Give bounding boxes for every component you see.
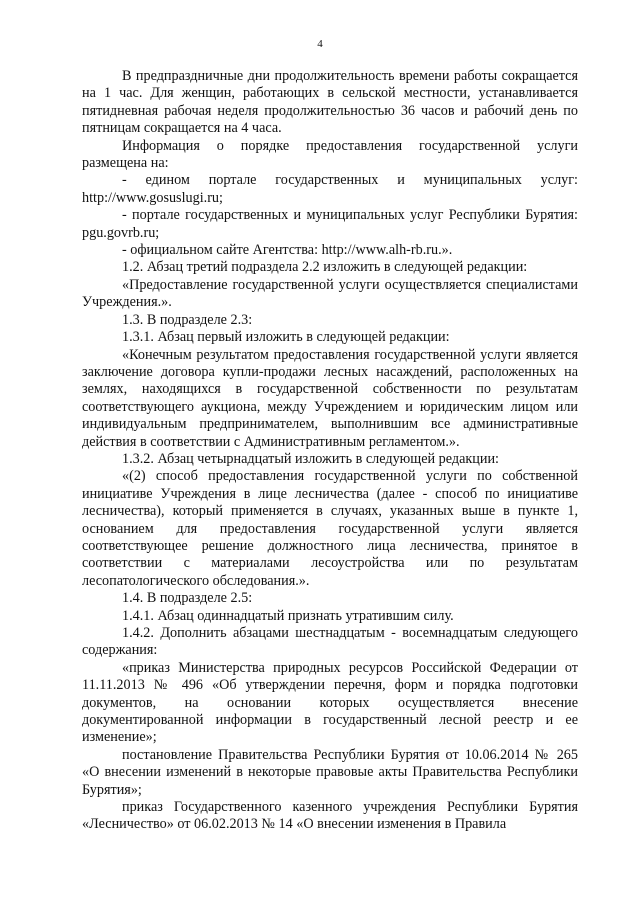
paragraph-resolution-265: постановление Правительства Республики Бурятия от 10.06.2014 № 265 «О внесении изменений в некоторые правовые акты Правительства Республики Бурятия»; <box>82 746 578 798</box>
paragraph-quote-method: «(2) способ предоставления государственной услуги по собственной инициативе Учреждения в лице лесничества (далее - способ по инициативе лесничества), который применяется в случаях, указанных выше в пункте 1, основанием для предоставления государственной услуги является соответствующее решение должностного лица лесничества, принятое в соответствии с материалами лесоустройства или по результатам лесопатологического обследования.». <box>82 468 578 589</box>
paragraph-order-14: приказ Государственного казенного учреждения Республики Бурятия «Лесничество» от 06.02.2013 № 14 «О внесении изменения в Правила <box>82 799 578 833</box>
paragraph-holiday-hours: В предпраздничные дни продолжительность времени работы сокращается на 1 час. Для женщин, работающих в сельской местности, устанавливается пятидневная рабочая неделя продолжительностью 36 часов и рабочий день по пятницам сокращается на 4 часа. <box>82 68 578 137</box>
paragraph-item-1-3-1: 1.3.1. Абзац первый изложить в следующей редакции: <box>122 329 450 346</box>
page-number: 4 <box>317 38 323 50</box>
paragraph-quote-result: «Конечным результатом предоставления государственной услуги является заключение договора купли-продажи лесных насаждений, расположенных на землях, находящихся в государственной собственности по результатам соответствующего аукциона, между Учреждением и юридическим лицом или индивидуальным предпринимателем, выполнившим все административные действия в соответствии с Административным регламентом.». <box>82 346 578 450</box>
paragraph-info-intro: Информация о порядке предоставления государственной услуги размещена на: <box>82 137 578 172</box>
paragraph-regional-portal: - портале государственных и муниципальных услуг Республики Бурятия: pgu.govrb.ru; <box>82 207 578 241</box>
paragraph-item-1-3-2: 1.3.2. Абзац четырнадцатый изложить в следующей редакции: <box>122 450 499 467</box>
paragraph-item-1-4: 1.4. В подразделе 2.5: <box>122 590 253 607</box>
paragraph-gosuslugi-portal: - едином портале государственных и муниципальных услуг: http://www.gosuslugi.ru; <box>82 172 578 206</box>
paragraph-item-1-4-1: 1.4.1. Абзац одиннадцатый признать утратившим силу. <box>122 607 454 624</box>
paragraph-item-1-2: 1.2. Абзац третий подраздела 2.2 изложить в следующей редакции: <box>122 259 528 276</box>
paragraph-quote-order-496: «приказ Министерства природных ресурсов Российской Федерации от 11.11.2013 № 496 «Об утверждении перечня, форм и порядка подготовки документов, на основании которых осуществляется внесение документированной информации в государственный лесной реестр и ее изменение»; <box>82 659 578 746</box>
paragraph-agency-site: - официальном сайте Агентства: http://www.alh-rb.ru.». <box>122 242 453 259</box>
document-body <box>82 68 578 834</box>
paragraph-item-1-3: 1.3. В подразделе 2.3: <box>122 311 253 328</box>
paragraph-item-1-4-2: 1.4.2. Дополнить абзацами шестнадцатым - восемнадцатым следующего содержания: <box>82 625 578 659</box>
paragraph-quote-specialists: «Предоставление государственной услуги осуществляется специалистами Учреждения.». <box>82 276 578 311</box>
